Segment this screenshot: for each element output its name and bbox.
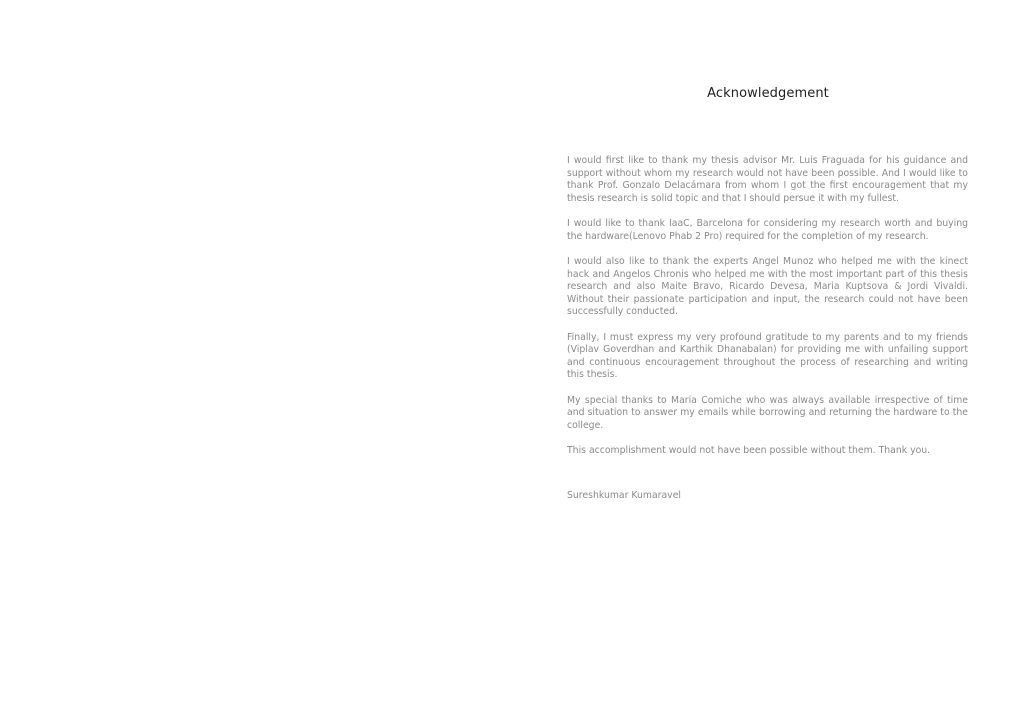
paragraph: This accomplishment would not have been possible without them. Thank you.	[567, 445, 931, 456]
paragraph: I would also like to thank the experts Angel Munoz who helped me with the kinect hack and Angelos Chronis who helped me with the most important part of this thesis research and also Maite Bravo, Ricardo Devesa, Maria Kuptsova & Jordi Vivaldi. Without their passionate participation and input, the research could not have been successfully conducted.	[567, 256, 968, 317]
acknowledgement-body	[567, 155, 968, 471]
paragraph: I would like to thank IaaC, Barcelona for considering my research worth and buying the hardware(Lenovo Phab 2 Pro) required for the completion of my research.	[567, 218, 968, 242]
paragraph: Finally, I must express my very profound gratitude to my parents and to my friends (Viplav Goverdhan and Karthik Dhanabalan) for providing me with unfailing support and continuous encouragement throughout the process of researching and writing this thesis.	[567, 331, 968, 380]
paragraph: My special thanks to Maria Comiche who was always available irrespective of time and situation to answer my emails while borrowing and returning the hardware to the college.	[567, 394, 968, 431]
paragraph: I would first like to thank my thesis advisor Mr. Luis Fraguada for his guidance and support without whom my research would not have been possible. And I would like to thank Prof. Gonzalo Delacámara from whom I got the first encouragement that my thesis research is solid topic and that I should persue it with my fullest.	[567, 155, 968, 204]
page-title: Acknowledgement	[707, 86, 829, 101]
author-signature: Sureshkumar Kumaravel	[567, 490, 681, 501]
right-page	[512, 0, 1024, 724]
